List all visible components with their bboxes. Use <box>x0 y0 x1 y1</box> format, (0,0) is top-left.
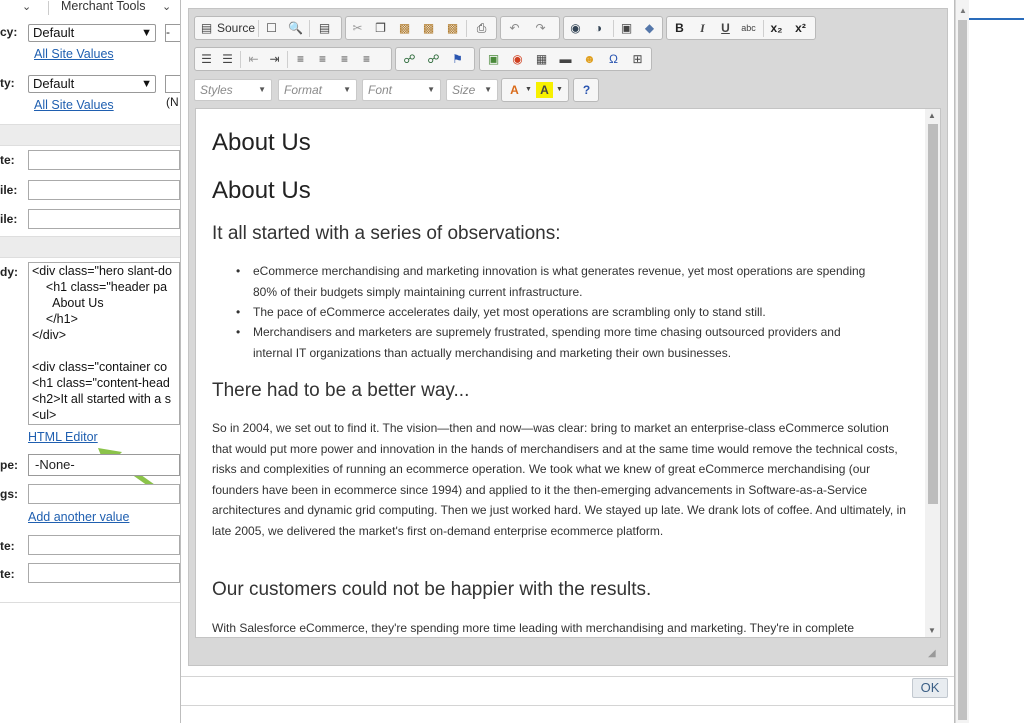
superscript-button[interactable]: x² <box>795 21 806 35</box>
link-icon[interactable]: ☍ <box>403 52 416 66</box>
toolbar-group-undo <box>500 16 560 40</box>
content-paragraph: So in 2004, we set out to find it. The vision—then and now—was clear: bring to market an enterprise-class eCommerce solution that would put more power and innovation in the hands of merchandisers and at the same time would remove the technical costs, risks and complexities of running an ecommerce operation. We took what we knew of great eCommerce merchandising (our founders have been in ecommerce since 1994) and applied to it the then-emerging advancements in Software-as-a-Service architectures and dynamic grid computing. Then we just worked hard. We stayed up late. We drank lots of coffee. And ultimately, in late 2005, we delivered the market's first on-demand enterprise ecommerce platform. <box>212 421 906 538</box>
align-left-icon[interactable]: ≡ <box>296 52 304 66</box>
toolbar-group-colors <box>501 78 569 102</box>
special-char-icon[interactable]: Ω <box>609 52 618 66</box>
scroll-down-icon[interactable]: ▼ <box>928 626 936 635</box>
field-label: te: <box>0 153 15 167</box>
strike-button[interactable]: abc <box>741 23 756 33</box>
dialog-scrollbar[interactable] <box>955 0 969 723</box>
flash-icon[interactable]: ◉ <box>512 52 523 66</box>
source-button[interactable]: Source <box>217 21 256 35</box>
dropdown-arrow-icon[interactable]: ▼ <box>556 86 563 93</box>
nav-divider <box>48 1 49 15</box>
toolbar-group-links <box>395 47 475 71</box>
select-stub[interactable]: - <box>165 24 180 42</box>
scroll-thumb[interactable] <box>958 20 967 720</box>
dropdown-arrow-icon[interactable]: ▼ <box>525 86 532 93</box>
all-site-values-link[interactable]: All Site Values <box>34 98 114 112</box>
code-line: <h2>It all started with a s <box>32 392 171 406</box>
chevron-down-icon[interactable]: ⌄ <box>22 1 32 13</box>
list-item: • Merchandisers and marketers are supremely frustrated, spending more time chasing outsourced providers and internal IT organizations than actually merchandising and marketing their own businesses. <box>253 322 873 364</box>
code-line: <h1 class="content-head <box>32 376 170 390</box>
redo-icon[interactable]: ↷ <box>535 21 546 35</box>
content-subheading: Our customers could not be happier with the results. <box>212 579 652 600</box>
align-center-icon[interactable]: ≡ <box>318 52 326 66</box>
select-all-icon[interactable]: ▣ <box>620 21 633 35</box>
section-band <box>0 124 180 146</box>
paste-icon[interactable]: ▩ <box>398 21 411 35</box>
bulleted-list-icon[interactable]: ☰ <box>222 52 233 66</box>
property-select[interactable]: Default ▼ <box>28 75 156 93</box>
code-line: <div class="hero slant-do <box>32 264 172 278</box>
content-paragraph: With Salesforce eCommerce, they're spending more time leading with merchandising and marketing. They're in complete <box>212 621 854 635</box>
field-label: te: <box>0 539 15 553</box>
mobile-input[interactable] <box>28 180 180 200</box>
print-icon[interactable]: ⎙ <box>476 21 487 35</box>
find-icon[interactable]: ◉ <box>570 21 581 35</box>
date2-input[interactable] <box>28 563 180 583</box>
replace-icon[interactable]: ◑ <box>594 21 603 35</box>
scroll-up-icon[interactable]: ▲ <box>959 6 967 15</box>
select-stub[interactable] <box>165 75 180 93</box>
toolbar-group-insert <box>479 47 652 71</box>
paste-text-icon[interactable]: ▩ <box>422 21 435 35</box>
text-color-icon[interactable]: A <box>510 83 519 97</box>
chevron-down-icon: ▼ <box>141 27 152 39</box>
table-icon[interactable]: ▦ <box>535 52 548 66</box>
paste-word-icon[interactable]: ▩ <box>446 21 459 35</box>
toolbar-group-paragraph <box>194 47 392 71</box>
remove-format-icon[interactable]: ◆ <box>644 21 655 35</box>
align-justify-icon[interactable]: ≡ <box>362 52 370 66</box>
dropdown-arrow-icon: ▼ <box>427 85 435 94</box>
field-label: ile: <box>0 212 18 226</box>
field-label: te: <box>0 567 15 581</box>
toolbar-group-basicstyles <box>666 16 816 40</box>
field-label: cy: <box>0 25 18 39</box>
content-heading: About Us <box>212 177 311 204</box>
html-editor-link[interactable]: HTML Editor <box>28 430 98 444</box>
field-label: ty: <box>0 76 15 90</box>
field-label: dy: <box>0 265 18 279</box>
chevron-down-icon: ▼ <box>141 78 152 90</box>
unlink-icon[interactable]: ☍ <box>427 52 440 66</box>
page-break-icon[interactable]: ⊞ <box>632 52 643 66</box>
section-band <box>0 236 180 258</box>
nav-merchant-tools[interactable]: Merchant Tools <box>61 0 146 13</box>
ok-button[interactable]: OK <box>912 678 948 698</box>
format-combo[interactable]: Format ▼ <box>278 79 357 101</box>
chevron-down-icon[interactable]: ⌄ <box>162 1 172 13</box>
numbered-list-icon[interactable]: ☰ <box>201 52 212 66</box>
dropdown-arrow-icon: ▼ <box>258 85 266 94</box>
dropdown-arrow-icon: ▼ <box>343 85 351 94</box>
source-icon[interactable]: ▤ <box>200 21 213 35</box>
bold-button[interactable]: B <box>675 21 684 35</box>
editor-content-area[interactable] <box>195 108 941 638</box>
help-icon[interactable]: ? <box>582 83 591 97</box>
cut-icon[interactable]: ✂ <box>352 21 363 35</box>
code-line: </div> <box>32 328 67 342</box>
field-note: (N <box>166 95 179 109</box>
tags-input[interactable] <box>28 484 180 504</box>
underline-button[interactable]: U <box>721 21 730 35</box>
content-subheading: It all started with a series of observations: <box>212 223 561 244</box>
content-heading: About Us <box>212 129 311 156</box>
code-line: <ul> <box>32 408 57 422</box>
resize-handle-icon[interactable]: ◢ <box>928 648 936 659</box>
dropdown-arrow-icon: ▼ <box>484 85 492 94</box>
italic-button[interactable]: I <box>700 21 705 35</box>
content-scrollbar[interactable] <box>925 109 940 637</box>
scroll-up-icon[interactable]: ▲ <box>928 111 936 120</box>
type-select[interactable]: -None- <box>28 454 180 476</box>
content-subheading: There had to be a better way... <box>212 380 470 401</box>
title-input[interactable] <box>28 150 180 170</box>
date1-input[interactable] <box>28 535 180 555</box>
all-site-values-link[interactable]: All Site Values <box>34 47 114 61</box>
toolbar-group-find <box>563 16 663 40</box>
add-another-value-link[interactable]: Add another value <box>28 510 130 524</box>
list-item: • eCommerce merchandising and marketing innovation is what generates revenue, yet most operations are spending 80% of their budgets simply maintaining current infrastructure. <box>253 261 873 303</box>
body-textarea[interactable] <box>28 262 180 425</box>
background-color-icon[interactable]: A <box>536 82 553 98</box>
indent-icon[interactable]: ⇥ <box>269 52 280 66</box>
subscript-button[interactable]: x₂ <box>770 21 783 35</box>
code-line: </h1> <box>32 312 78 326</box>
code-line: <h1 class="header pa <box>32 280 168 294</box>
field-label: gs: <box>0 487 18 501</box>
divider <box>0 602 180 603</box>
toolbar-group-document <box>194 16 342 40</box>
outdent-icon[interactable]: ⇤ <box>248 52 259 66</box>
list-item: • The pace of eCommerce accelerates daily, yet most operations are scrambling only to stand still. <box>253 302 873 323</box>
divider <box>181 676 954 677</box>
field-label: ile: <box>0 183 18 197</box>
anchor-flag-icon[interactable]: ⚑ <box>452 52 463 66</box>
smiley-icon[interactable]: ☻ <box>583 52 596 66</box>
image-icon[interactable]: ▣ <box>487 52 500 66</box>
field-label: pe: <box>0 458 18 472</box>
preview-icon[interactable]: 🔍 <box>288 21 303 35</box>
new-page-icon[interactable]: ☐ <box>266 21 277 35</box>
styles-combo[interactable]: Styles ▼ <box>194 79 272 101</box>
scroll-thumb[interactable] <box>928 124 938 504</box>
copy-icon[interactable]: ❐ <box>375 21 386 35</box>
align-right-icon[interactable]: ≡ <box>340 52 348 66</box>
undo-icon[interactable]: ↶ <box>509 21 520 35</box>
code-line: About Us <box>32 296 104 310</box>
currency-select[interactable]: Default ▼ <box>28 24 156 42</box>
code-line: <div class="container co <box>32 360 168 374</box>
divider <box>181 705 954 706</box>
font-combo[interactable]: Font ▼ <box>362 79 441 101</box>
horizontal-rule-icon[interactable]: ▬ <box>559 52 572 66</box>
templates-icon[interactable]: ▤ <box>318 21 331 35</box>
toolbar-group-clipboard <box>345 16 497 40</box>
mobile2-input[interactable] <box>28 209 180 229</box>
size-combo[interactable]: Size ▼ <box>446 79 498 101</box>
toolbar-group-about <box>573 78 599 102</box>
